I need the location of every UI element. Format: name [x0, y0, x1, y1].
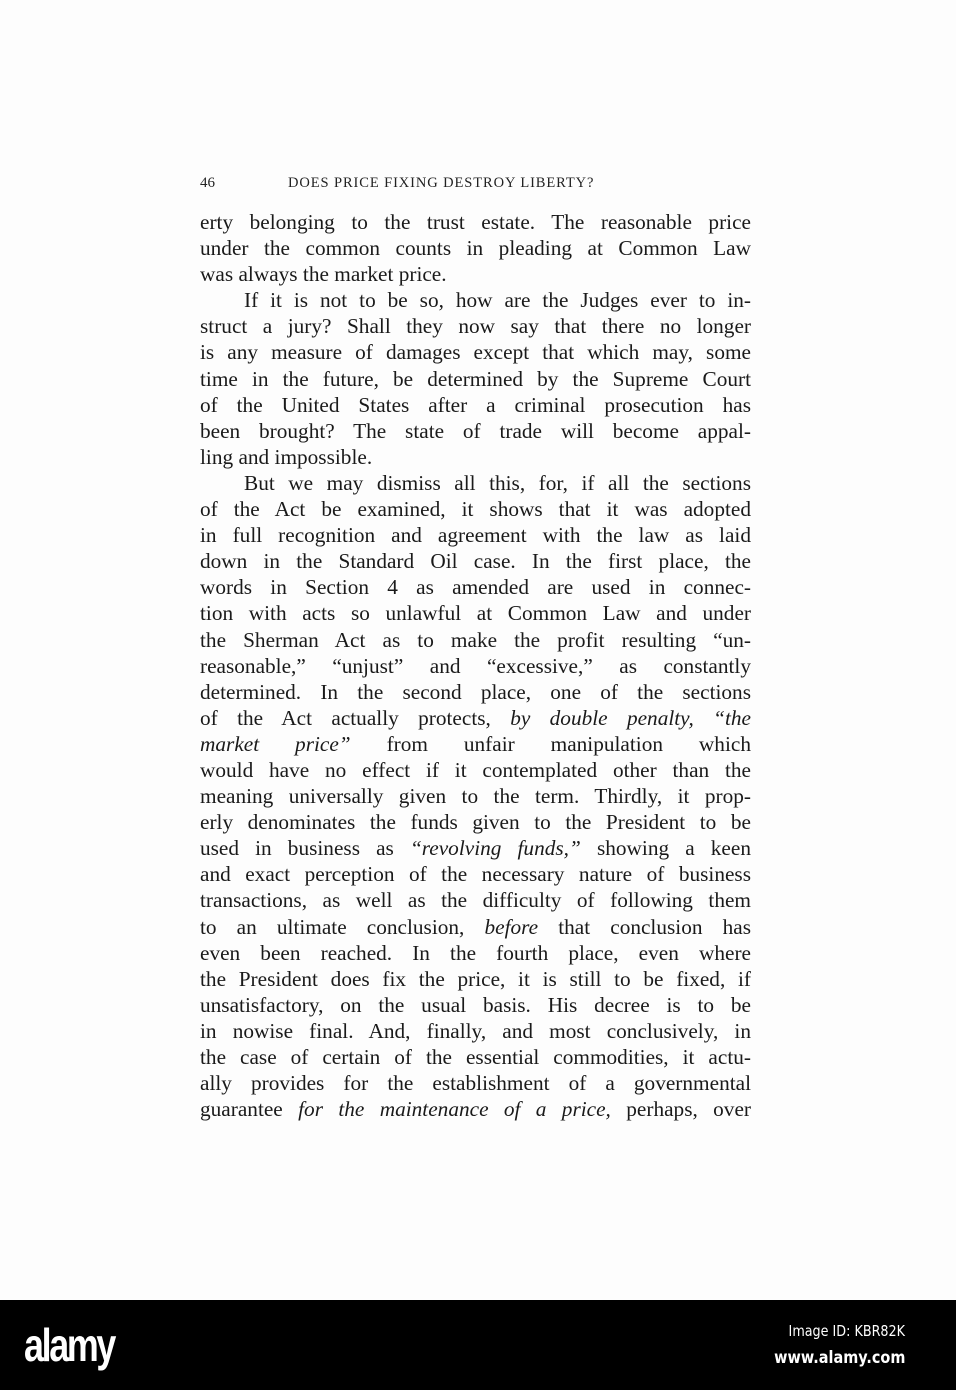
text-line: [200, 809, 751, 835]
text-line: [200, 470, 751, 496]
text-segment: determined. In the second place, one of the sections: [200, 679, 751, 704]
page-number: 46: [200, 175, 215, 191]
text-line: [200, 1096, 751, 1122]
text-segment: been brought? The state of trade will become appal-: [200, 418, 751, 443]
text-segment: that conclusion has: [538, 914, 751, 939]
text-segment: the President does fix the price, it is still to be fixed, if: [200, 966, 751, 991]
italic-text: before: [484, 914, 539, 939]
text-line: [200, 914, 751, 940]
text-line: [200, 705, 751, 731]
italic-text: market price”: [200, 731, 351, 756]
text-segment: unsatisfactory, on the usual basis. His decree is to be: [200, 992, 751, 1017]
text-line: [200, 887, 751, 913]
text-line: [200, 313, 751, 339]
image-id: Image ID: KBR82K: [788, 1322, 905, 1340]
text-line: [200, 366, 751, 392]
text-segment: guarantee: [200, 1097, 299, 1122]
text-line: [200, 835, 751, 861]
page-header: [200, 175, 751, 195]
text-segment: down in the Standard Oil case. In the first place, the: [200, 549, 751, 574]
text-segment: reasonable,” “unjust” and “excessive,” as constantly: [200, 653, 751, 678]
text-line: [200, 522, 751, 548]
watermark-bar: [0, 1300, 956, 1390]
text-line: [200, 1018, 751, 1044]
text-segment: transactions, as well as the difficulty of following them: [200, 888, 751, 913]
text-line: [200, 861, 751, 887]
text-segment: struct a jury? Shall they now say that there no longer: [200, 314, 751, 339]
text-line: [200, 444, 751, 470]
text-line: [200, 1044, 751, 1070]
text-line: [200, 1070, 751, 1096]
text-segment: But we may dismiss all this, for, if all the sections: [244, 470, 751, 495]
text-line: [200, 966, 751, 992]
text-line: [200, 679, 751, 705]
text-segment: from unfair manipulation which: [350, 731, 751, 756]
text-segment: in full recognition and agreement with the law as laid: [200, 523, 751, 548]
text-line: [200, 731, 751, 757]
text-line: [200, 287, 751, 313]
text-line: [200, 653, 751, 679]
text-segment: was always the market price.: [200, 262, 447, 287]
italic-text: “revolving funds,”: [409, 836, 581, 861]
text-segment: ling and impossible.: [200, 444, 373, 469]
text-segment: of the Act be examined, it shows that it was adopted: [200, 497, 751, 522]
text-segment: erty belonging to the trust estate. The reasonable price: [200, 210, 751, 234]
body-text: [200, 209, 751, 1122]
text-segment: used in business as: [200, 836, 410, 861]
text-segment: is any measure of damages except that which may, some: [200, 340, 751, 365]
text-line: [200, 783, 751, 809]
text-line: [200, 339, 751, 365]
text-segment: and exact perception of the necessary nature of business: [200, 862, 751, 887]
text-segment: tion with acts so unlawful at Common Law and under: [200, 601, 751, 626]
text-line: [200, 757, 751, 783]
text-line: [200, 496, 751, 522]
text-segment: meaning universally given to the term. Thirdly, it prop-: [200, 784, 751, 809]
text-segment: under the common counts in pleading at Common Law: [200, 236, 751, 261]
running-title: DOES PRICE FIXING DESTROY LIBERTY?: [288, 175, 595, 191]
text-segment: perhaps, over: [610, 1097, 751, 1122]
text-line: [200, 574, 751, 600]
text-segment: in nowise final. And, finally, and most conclusively, in: [200, 1018, 751, 1043]
text-segment: erly denominates the funds given to the President to be: [200, 810, 751, 835]
text-segment: ally provides for the establishment of a governmental: [200, 1071, 751, 1096]
text-segment: time in the future, be determined by the Supreme Court: [200, 366, 751, 391]
text-segment: words in Section 4 as amended are used in connec-: [200, 575, 751, 600]
text-segment: of the United States after a criminal prosecution has: [200, 392, 751, 417]
text-segment: the case of certain of the essential commodities, it actu-: [200, 1045, 751, 1069]
italic-text: by double penalty, “the: [510, 705, 751, 730]
text-line: [200, 992, 751, 1018]
text-line: [200, 418, 751, 444]
italic-text: for the maintenance of a price,: [298, 1097, 611, 1122]
text-segment: even been reached. In the fourth place, even where: [200, 940, 751, 965]
text-line: [200, 627, 751, 653]
text-segment: If it is not to be so, how are the Judges ever to in-: [244, 288, 751, 313]
alamy-logo: alamy: [24, 1319, 115, 1371]
text-line: [200, 209, 751, 235]
text-line: [200, 392, 751, 418]
text-line: [200, 261, 751, 287]
text-line: [200, 548, 751, 574]
text-segment: the Sherman Act as to make the profit resulting “un-: [200, 627, 751, 652]
site-url: www.alamy.com: [773, 1348, 905, 1368]
text-line: [200, 235, 751, 261]
text-line: [200, 600, 751, 626]
text-segment: showing a keen: [580, 836, 751, 861]
text-segment: to an ultimate conclusion,: [200, 914, 485, 939]
text-segment: would have no effect if it contemplated other than the: [200, 757, 751, 782]
text-line: [200, 940, 751, 966]
text-segment: of the Act actually protects,: [200, 705, 511, 730]
